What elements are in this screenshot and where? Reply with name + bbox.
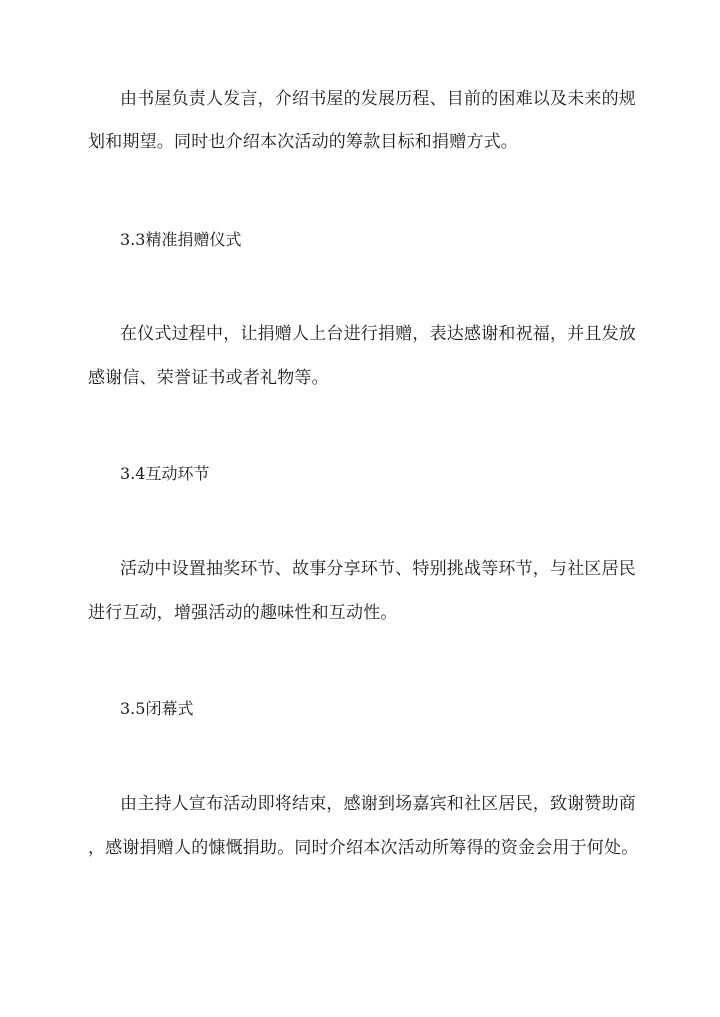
section-heading-3-3: 3.3精准捐赠仪式 xyxy=(120,230,242,249)
paragraph-2-line-2: 感谢信、荣誉证书或者礼物等。 xyxy=(88,368,329,388)
section-heading-3-4: 3.4互动环节 xyxy=(120,464,210,483)
paragraph-4-line-1: 由主持人宣布活动即将结束，感谢到场嘉宾和社区居民，致谢赞助商 xyxy=(120,794,636,814)
paragraph-2-line-1: 在仪式过程中，让捐赠人上台进行捐赠，表达感谢和祝福，并且发放 xyxy=(120,324,636,344)
section-heading-3-5: 3.5闭幕式 xyxy=(120,699,194,718)
paragraph-3-line-2: 进行互动，增强活动的趣味性和互动性。 xyxy=(88,603,398,623)
paragraph-4-line-2: ，感谢捐赠人的慷慨捐助。同时介绍本次活动所筹得的资金会用于何处。 xyxy=(88,838,639,858)
paragraph-1-line-1: 由书屋负责人发言，介绍书屋的发展历程、目前的困难以及未来的规 xyxy=(120,89,636,109)
paragraph-3-line-1: 活动中设置抽奖环节、故事分享环节、特别挑战等环节，与社区居民 xyxy=(120,559,636,579)
paragraph-1-line-2: 划和期望。同时也介绍本次活动的筹款目标和捐赠方式。 xyxy=(88,132,518,152)
